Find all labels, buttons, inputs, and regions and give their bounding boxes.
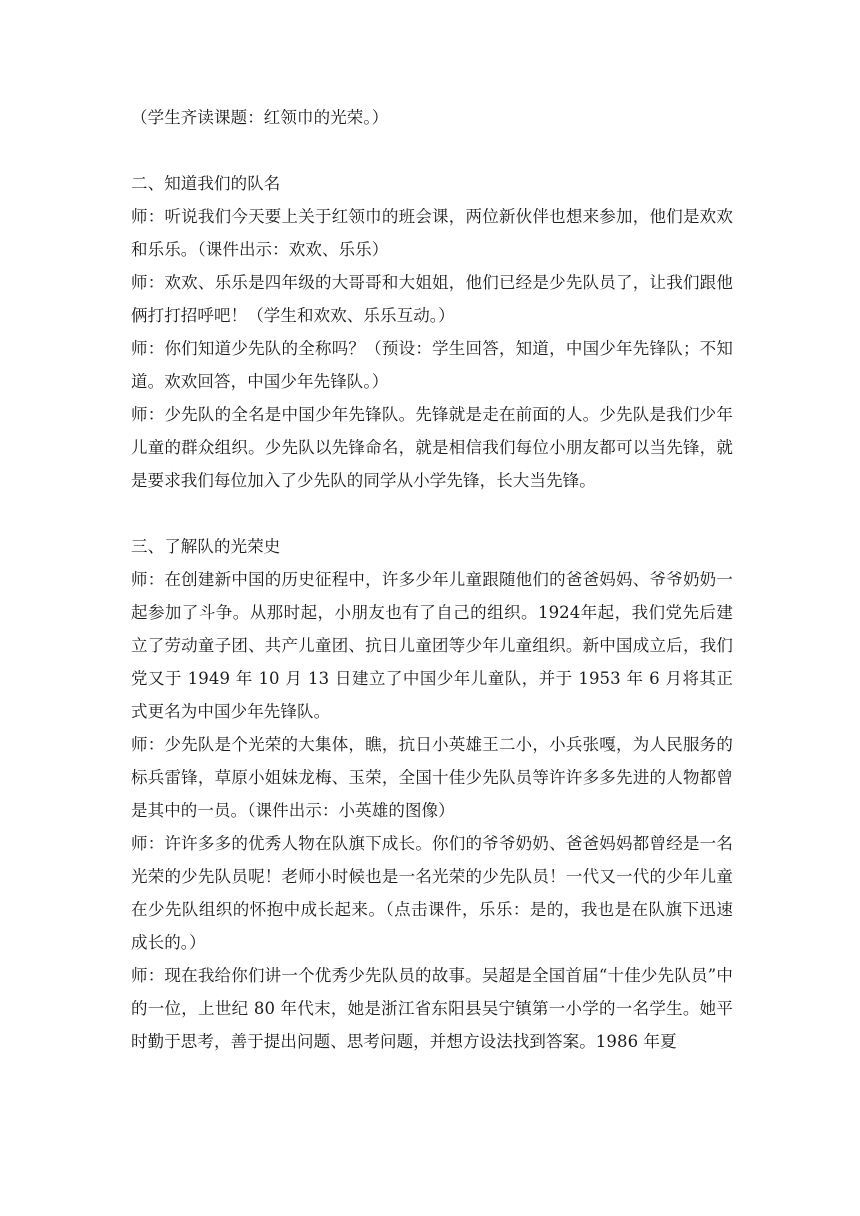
paragraph-reading-note: （学生齐读课题：红领巾的光荣。） — [131, 108, 389, 127]
paragraph-heroes: 师：少先队是个光荣的大集体，瞧，抗日小英雄王二小，小兵张嘎，为人民服务的标兵雷锋，草原小姐妹龙梅、玉荣，全国十佳少先队员等许许多多先进的人物都曾是其中的一员。（课件出示：小英雄的图像） — [131, 735, 733, 820]
paragraph-history: 师：在创建新中国的历史征程中，许多少年儿童跟随他们的爸爸妈妈、爷爷奶奶一起参加了斗争。从那时起，小朋友也有了自己的组织。1924年起，我们党先后建立了劳动童子团、共产儿童团、抗日儿童团等少年儿童组织。新中国成立后，我们党又于 1949 年 10 月 13 日建立了中国少年儿童队，并于 1953 年 6 月将其正式更名为中国少年先锋队。 — [131, 570, 733, 721]
paragraph-growth: 师：许许多多的优秀人物在队旗下成长。你们的爷爷奶奶、爸爸妈妈都曾经是一名光荣的少先队员呢！老师小时候也是一名光荣的少先队员！一代又一代的少年儿童在少先队组织的怀抱中成长起来。（点击课件，乐乐：是的，我也是在队旗下迅速成长的。） — [131, 834, 733, 952]
section-heading-team-name: 二、知道我们的队名 — [131, 174, 281, 193]
paragraph-story: 师：现在我给你们讲一个优秀少先队员的故事。吴超是全国首届“十佳少先队员”中的一位，上世纪 80 年代末，她是浙江省东阳县吴宁镇第一小学的一名学生。她平时勤于思考，善于提出问题、思考问题，并想方设法找到答案。1986 年夏 — [131, 966, 733, 1051]
blank-line — [131, 497, 733, 530]
paragraph-greeting: 师：欢欢、乐乐是四年级的大哥哥和大姐姐，他们已经是少先队员了，让我们跟他俩打打招呼吧！（学生和欢欢、乐乐互动。） — [131, 273, 733, 325]
paragraph-new-friends: 师：听说我们今天要上关于红领巾的班会课，两位新伙伴也想来参加，他们是欢欢和乐乐。（课件出示：欢欢、乐乐） — [131, 207, 733, 259]
paragraph-full-name-explained: 师：少先队的全名是中国少年先锋队。先锋就是走在前面的人。少先队是我们少年儿童的群众组织。少先队以先锋命名，就是相信我们每位小朋友都可以当先锋，就是要求我们每位加入了少先队的同学从小学先锋，长大当先锋。 — [131, 405, 733, 490]
section-heading-history: 三、了解队的光荣史 — [131, 537, 281, 556]
document-body — [131, 101, 733, 1058]
paragraph-full-name-question: 师：你们知道少先队的全称吗？（预设：学生回答，知道，中国少年先锋队；不知道。欢欢回答，中国少年先锋队。） — [131, 339, 733, 391]
blank-line — [131, 134, 733, 167]
